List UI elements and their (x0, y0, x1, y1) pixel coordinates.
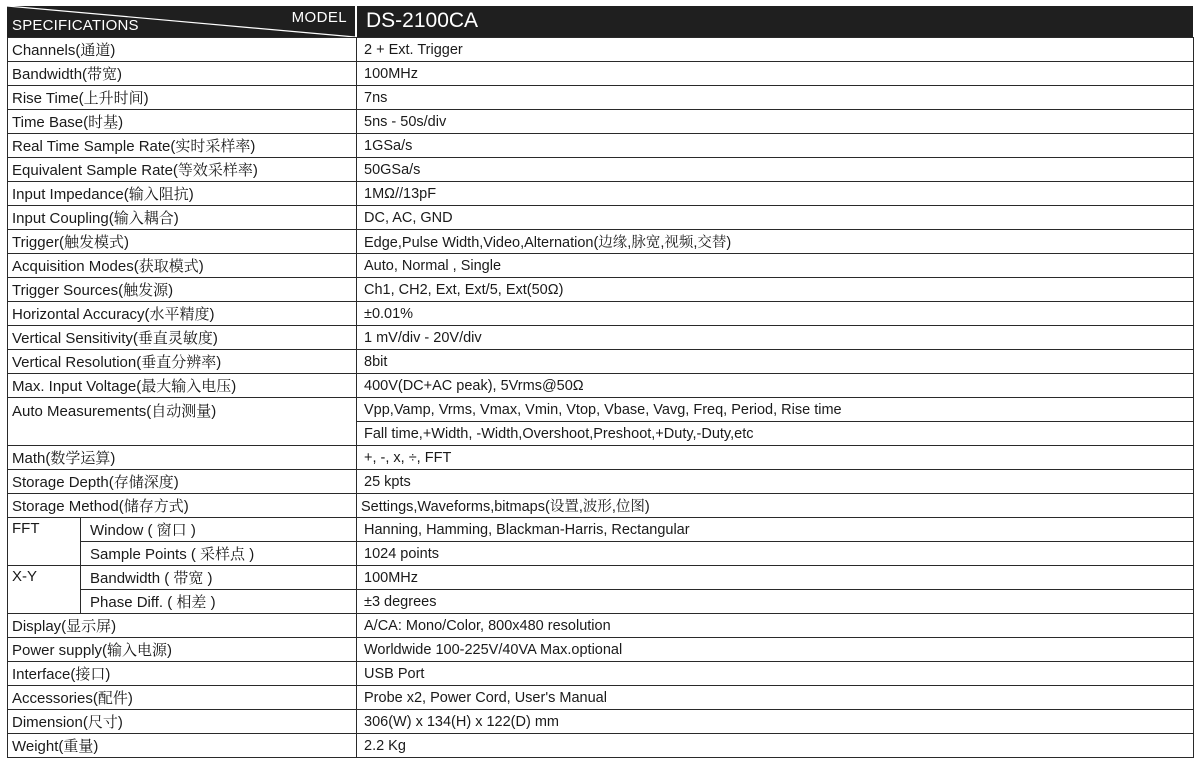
spec-value: DC, AC, GND (357, 206, 1194, 230)
table-row (8, 206, 1194, 230)
spec-label: Math(数学运算) (8, 446, 357, 470)
spec-label: Rise Time(上升时间) (8, 86, 357, 110)
spec-label: Equivalent Sample Rate(等效采样率) (8, 158, 357, 182)
spec-label: Horizontal Accuracy(水平精度) (8, 302, 357, 326)
spec-label: Dimension(尺寸) (8, 710, 357, 734)
spec-value: Worldwide 100-225V/40VA Max.optional (357, 638, 1194, 662)
table-row (8, 110, 1194, 134)
table-row (8, 614, 1194, 638)
spec-value: Ch1, CH2, Ext, Ext/5, Ext(50Ω) (357, 278, 1194, 302)
spec-label: Phase Diff. ( 相差 ) (81, 590, 357, 614)
spec-label: Sample Points ( 采样点 ) (81, 542, 357, 566)
spec-label: Interface(接口) (8, 662, 357, 686)
spec-label: Real Time Sample Rate(实时采样率) (8, 134, 357, 158)
spec-label: Input Coupling(输入耦合) (8, 206, 357, 230)
spec-value: Edge,Pulse Width,Video,Alternation(边缘,脉宽,视频,交替) (357, 230, 1194, 254)
table-row (8, 710, 1194, 734)
spec-value: 306(W) x 134(H) x 122(D) mm (357, 710, 1194, 734)
spec-sheet (7, 6, 1193, 758)
spec-label: Window ( 窗口 ) (81, 518, 357, 542)
spec-value: +, -, x, ÷, FFT (357, 446, 1194, 470)
spec-value: USB Port (357, 662, 1194, 686)
table-row (8, 302, 1194, 326)
spec-label: Bandwidth(带宽) (8, 62, 357, 86)
table-row (8, 254, 1194, 278)
spec-value: A/CA: Mono/Color, 800x480 resolution (357, 614, 1194, 638)
spec-label: Acquisition Modes(获取模式) (8, 254, 357, 278)
specifications-label: SPECIFICATIONS (12, 17, 139, 34)
spec-value: 2.2 Kg (357, 734, 1194, 758)
spec-label: Time Base(时基) (8, 110, 357, 134)
spec-value: 100MHz (357, 566, 1194, 590)
spec-label: Weight(重量) (8, 734, 357, 758)
group-label-xy: X-Y (8, 566, 81, 614)
table-row (8, 446, 1194, 470)
table-row (8, 134, 1194, 158)
spec-value: 2 + Ext. Trigger (357, 38, 1194, 62)
spec-value: 5ns - 50s/div (357, 110, 1194, 134)
spec-label: Accessories(配件) (8, 686, 357, 710)
spec-value: ±0.01% (357, 302, 1194, 326)
table-row (8, 86, 1194, 110)
model-name: DS-2100CA (366, 9, 479, 32)
spec-label: Power supply(输入电源) (8, 638, 357, 662)
group-label-fft: FFT (8, 518, 81, 566)
spec-label: Storage Depth(存储深度) (8, 470, 357, 494)
spec-value: Settings,Waveforms,bitmaps(设置,波形,位图) (357, 494, 1194, 518)
spec-value: 1024 points (357, 542, 1194, 566)
spec-value: Vpp,Vamp, Vrms, Vmax, Vmin, Vtop, Vbase, Vavg, Freq, Period, Rise time (357, 398, 1194, 422)
table-row (8, 638, 1194, 662)
spec-value: 25 kpts (357, 470, 1194, 494)
table-row-fft-window (8, 518, 1194, 542)
table-row (8, 470, 1194, 494)
spec-label: Vertical Sensitivity(垂直灵敏度) (8, 326, 357, 350)
table-row (8, 230, 1194, 254)
table-row-fft-points (8, 542, 1194, 566)
spec-value: 400V(DC+AC peak), 5Vrms@50Ω (357, 374, 1194, 398)
table-row (8, 350, 1194, 374)
spec-value: 8bit (357, 350, 1194, 374)
spec-value: Fall time,+Width, -Width,Overshoot,Preshoot,+Duty,-Duty,etc (357, 422, 1194, 446)
table-row-xy-bandwidth (8, 566, 1194, 590)
table-row (8, 278, 1194, 302)
spec-value: Auto, Normal , Single (357, 254, 1194, 278)
spec-value: Hanning, Hamming, Blackman-Harris, Rectangular (357, 518, 1194, 542)
spec-label: Vertical Resolution(垂直分辨率) (8, 350, 357, 374)
spec-label: Max. Input Voltage(最大输入电压) (8, 374, 357, 398)
spec-value: 100MHz (357, 62, 1194, 86)
table-row (8, 62, 1194, 86)
spec-label: Trigger Sources(触发源) (8, 278, 357, 302)
table-row (8, 326, 1194, 350)
table-row-auto-measurements (8, 398, 1194, 422)
spec-value: 1GSa/s (357, 134, 1194, 158)
spec-table (7, 37, 1194, 758)
table-row (8, 494, 1194, 518)
spec-label: Auto Measurements(自动测量) (8, 398, 357, 446)
spec-value: ±3 degrees (357, 590, 1194, 614)
header-bar (7, 6, 1193, 37)
table-row (8, 158, 1194, 182)
spec-label: Display(显示屏) (8, 614, 357, 638)
spec-label: Bandwidth ( 带宽 ) (81, 566, 357, 590)
table-row (8, 662, 1194, 686)
spec-value: 50GSa/s (357, 158, 1194, 182)
spec-label: Input Impedance(输入阻抗) (8, 182, 357, 206)
spec-label: Storage Method(储存方式) (8, 494, 357, 518)
table-row (8, 734, 1194, 758)
spec-label: Channels(通道) (8, 38, 357, 62)
table-row (8, 374, 1194, 398)
model-label: MODEL (291, 9, 347, 26)
spec-value: 1MΩ//13pF (357, 182, 1194, 206)
header-label-cell (7, 6, 355, 37)
table-row-xy-phase (8, 590, 1194, 614)
spec-value: 1 mV/div - 20V/div (357, 326, 1194, 350)
spec-value: Probe x2, Power Cord, User's Manual (357, 686, 1194, 710)
spec-label: Trigger(触发模式) (8, 230, 357, 254)
table-row (8, 38, 1194, 62)
spec-value: 7ns (357, 86, 1194, 110)
table-row (8, 182, 1194, 206)
header-separator (355, 6, 357, 37)
table-row (8, 686, 1194, 710)
